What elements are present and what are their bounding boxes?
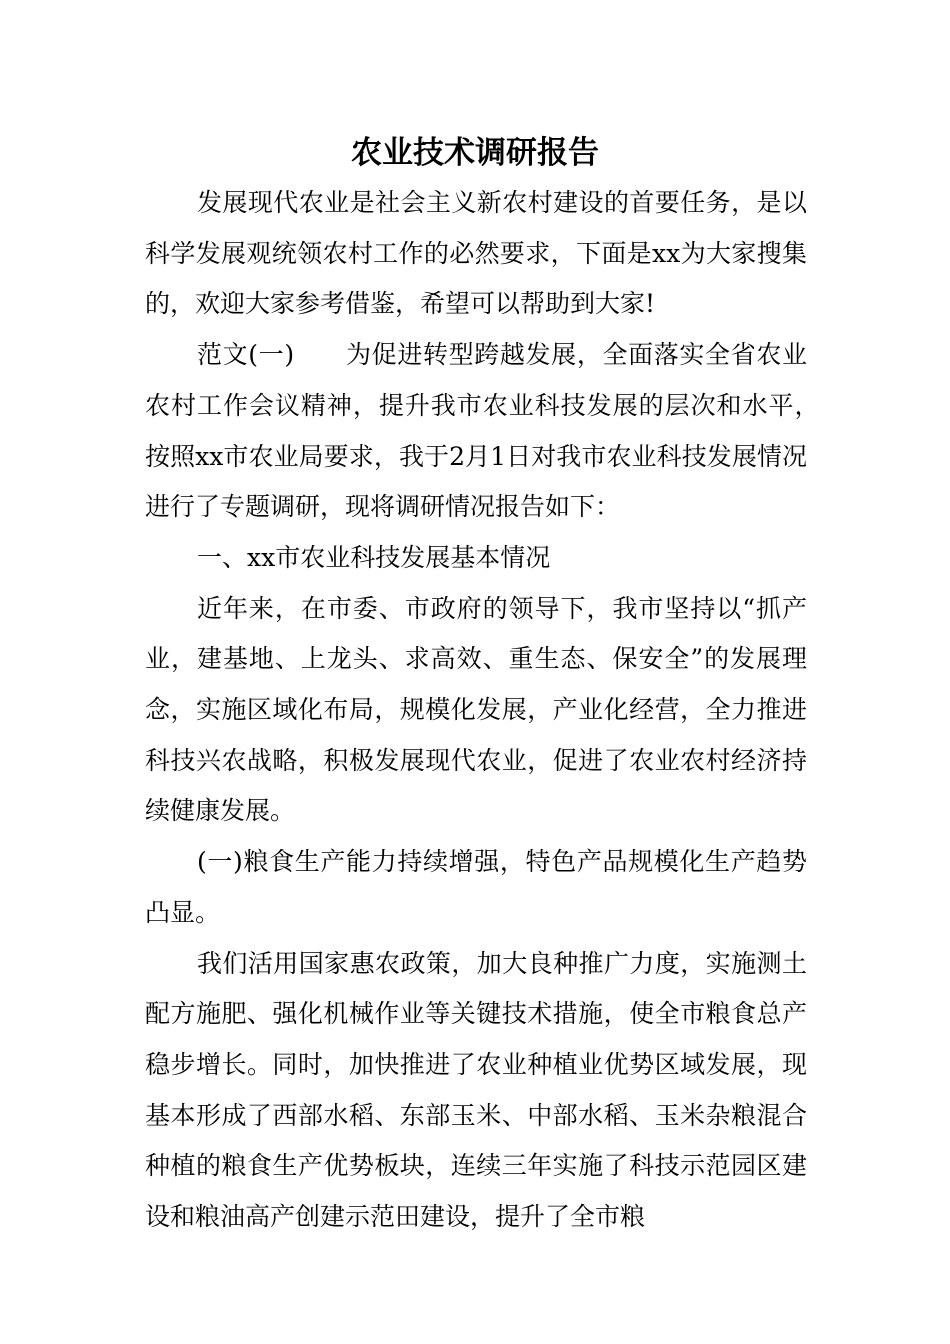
document-body <box>145 178 833 1243</box>
subsection-heading-one: (一)粮食生产能力持续增强，特色产品规模化生产趋势凸显。 <box>145 847 807 927</box>
paragraph-grain-production: 我们活用国家惠农政策，加大良种推广力度，实施测土配方施肥、强化机械作业等关键技术措施，使全市粮食总产稳步增长。同时，加快推进了农业种植业优势区域发展，现基本形成了西部水稻、东部玉米、中部水稻、玉米杂粮混合种植的粮食生产优势板块，连续三年实施了科技示范园区建设和粮油高产创建示范田建设，提升了全市粮 <box>145 948 807 1232</box>
section-heading-one: 一、xx市农业科技发展基本情况 <box>197 542 551 572</box>
paragraph-overview: 近年来，在市委、市政府的领导下，我市坚持以“抓产业，建基地、上龙头、求高效、重生态、保安全”的发展理念，实施区域化布局，规模化发展，产业化经营，全力推进科技兴农战略，积极发展现代农业，促进了农业农村经济持续健康发展。 <box>145 593 807 826</box>
paragraph-sample-one: 范文(一) 为促进转型跨越发展，全面落实全省农业农村工作会议精神，提升我市农业科技发展的层次和水平， 按照xx市农业局要求，我于2月1日对我市农业科技发展情况进行了专题调研，现将调研情况报告如下： <box>145 340 833 522</box>
paragraph-intro: 发展现代农业是社会主义新农村建设的首要任务，是以科学发展观统领农村工作的必然要求，下面是xx为大家搜集的，欢迎大家参考借鉴，希望可以帮助到大家! <box>145 188 807 319</box>
document-title: 农业技术调研报告 <box>351 135 599 171</box>
